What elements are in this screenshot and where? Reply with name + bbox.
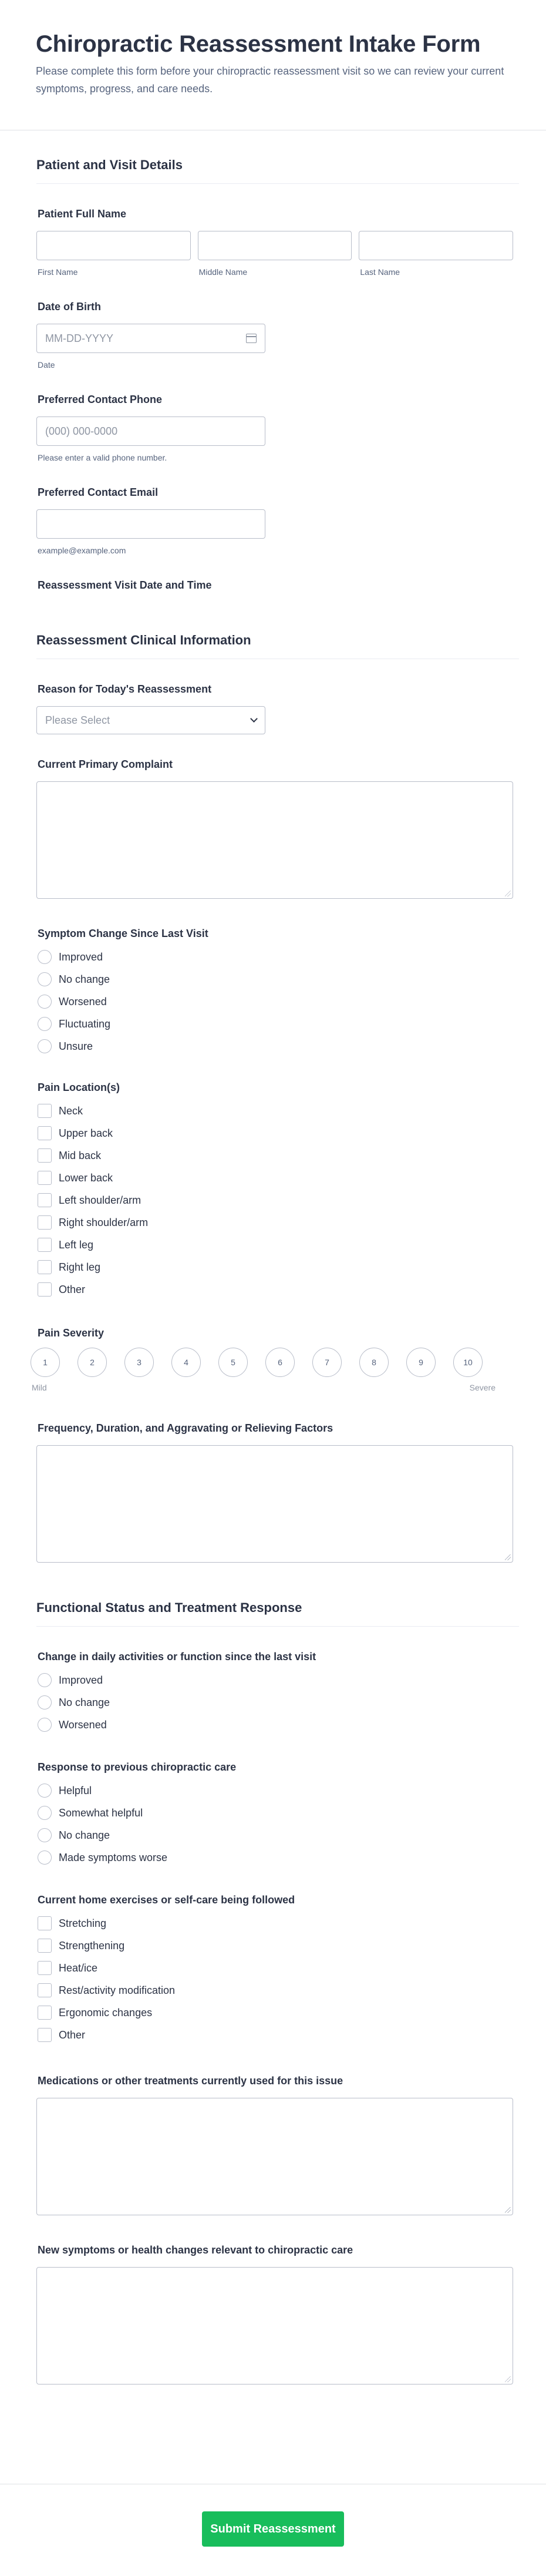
medications-field bbox=[36, 2046, 519, 2215]
response-option-label: Somewhat helpful bbox=[59, 1806, 143, 1819]
symptom-change-option[interactable] bbox=[38, 968, 519, 990]
pain-location-option-label: Mid back bbox=[59, 1149, 102, 1161]
pain-location-option[interactable] bbox=[38, 1167, 519, 1189]
phone-sublabel: Please enter a valid phone number. bbox=[38, 453, 167, 462]
symptom-change-option[interactable] bbox=[38, 1035, 519, 1057]
function-change-option[interactable] bbox=[38, 1714, 519, 1736]
symptom-change-option-label: No change bbox=[59, 973, 110, 985]
pain-location-option[interactable] bbox=[38, 1122, 519, 1144]
function-change-option[interactable] bbox=[38, 1691, 519, 1714]
scale-min-label: Mild bbox=[32, 1383, 47, 1392]
visit-datetime-label: Reassessment Visit Date and Time bbox=[38, 579, 212, 591]
checkbox[interactable] bbox=[38, 1961, 52, 1975]
radio-button[interactable] bbox=[38, 950, 52, 964]
dob-label: Date of Birth bbox=[38, 301, 101, 313]
resize-grip-icon[interactable] bbox=[505, 1554, 511, 1560]
pain-location-option[interactable] bbox=[38, 1234, 519, 1256]
section-title-functional: Functional Status and Treatment Response bbox=[36, 1563, 519, 1627]
home-exercises-field bbox=[36, 1869, 519, 2046]
home-exercise-option[interactable] bbox=[38, 2024, 519, 2046]
pain-location-option-label: Left leg bbox=[59, 1238, 94, 1251]
middle-name-col bbox=[198, 231, 352, 277]
symptom-change-option-label: Worsened bbox=[59, 995, 107, 1007]
pain-location-option-label: Lower back bbox=[59, 1171, 113, 1184]
first-name-sublabel: First Name bbox=[38, 267, 78, 277]
section-title-clinical: Reassessment Clinical Information bbox=[36, 602, 519, 659]
pain-location-option-label: Right leg bbox=[59, 1261, 101, 1273]
phone-input[interactable] bbox=[36, 417, 265, 446]
dob-sublabel: Date bbox=[38, 360, 55, 370]
email-label: Preferred Contact Email bbox=[38, 486, 159, 498]
dob-field bbox=[36, 277, 519, 370]
pain-location-option-label: Left shoulder/arm bbox=[59, 1194, 141, 1206]
pain-scale-option[interactable]: 5 bbox=[218, 1348, 248, 1377]
form-header bbox=[0, 0, 546, 130]
pain-location-option[interactable] bbox=[38, 1256, 519, 1278]
dob-input[interactable] bbox=[36, 324, 265, 353]
complaint-textarea[interactable] bbox=[36, 781, 513, 899]
form-content bbox=[0, 130, 546, 2384]
factors-field bbox=[36, 1392, 519, 1563]
scale-max-label: Severe bbox=[469, 1383, 496, 1392]
submit-button[interactable]: Submit Reassessment bbox=[202, 2511, 344, 2547]
radio-button[interactable] bbox=[38, 1695, 52, 1710]
radio-button[interactable] bbox=[38, 1784, 52, 1798]
pain-severity-field bbox=[32, 1301, 519, 1392]
home-exercises-label: Current home exercises or self-care being followed bbox=[38, 1894, 295, 1906]
medications-label: Medications or other treatments currently used for this issue bbox=[38, 2075, 343, 2087]
radio-button[interactable] bbox=[38, 1039, 52, 1053]
checkbox[interactable] bbox=[38, 1238, 52, 1252]
radio-button[interactable] bbox=[38, 1850, 52, 1865]
new-symptoms-textarea[interactable] bbox=[36, 2267, 513, 2384]
home-exercise-option-label: Rest/activity modification bbox=[59, 1984, 176, 1996]
pain-scale-option[interactable]: 10 bbox=[453, 1348, 483, 1377]
radio-button[interactable] bbox=[38, 1673, 52, 1687]
middle-name-input[interactable] bbox=[198, 231, 352, 260]
form-description: Please complete this form before your chiropractic reassessment visit so we can review your current symptoms, progress, and care needs. bbox=[36, 65, 504, 95]
pain-scale-option[interactable]: 1 bbox=[31, 1348, 60, 1377]
response-option[interactable] bbox=[38, 1779, 519, 1802]
email-field bbox=[36, 462, 519, 555]
radio-button[interactable] bbox=[38, 1017, 52, 1031]
function-change-option-label: Worsened bbox=[59, 1718, 107, 1731]
response-field bbox=[36, 1736, 519, 1869]
pain-location-option[interactable] bbox=[38, 1211, 519, 1234]
response-options bbox=[36, 1779, 519, 1869]
full-name-field bbox=[36, 184, 519, 277]
pain-location-label: Pain Location(s) bbox=[38, 1082, 120, 1093]
pain-scale-option[interactable]: 6 bbox=[265, 1348, 295, 1377]
pain-location-option-label: Neck bbox=[59, 1104, 83, 1117]
pain-location-options bbox=[36, 1100, 519, 1301]
pain-location-option[interactable] bbox=[38, 1144, 519, 1167]
pain-scale-option[interactable]: 4 bbox=[171, 1348, 201, 1377]
symptom-change-label: Symptom Change Since Last Visit bbox=[38, 928, 208, 939]
phone-label: Preferred Contact Phone bbox=[38, 394, 163, 405]
email-input[interactable] bbox=[36, 509, 265, 539]
checkbox[interactable] bbox=[38, 1260, 52, 1274]
pain-scale-option[interactable]: 7 bbox=[312, 1348, 342, 1377]
factors-textarea[interactable] bbox=[36, 1445, 513, 1563]
resize-grip-icon[interactable] bbox=[505, 2207, 511, 2213]
function-change-option-label: No change bbox=[59, 1696, 110, 1708]
checkbox[interactable] bbox=[38, 1193, 52, 1207]
response-option-label: Made symptoms worse bbox=[59, 1851, 168, 1863]
chevron-down-icon bbox=[250, 715, 258, 723]
function-change-field bbox=[36, 1627, 519, 1736]
pain-location-option[interactable] bbox=[38, 1100, 519, 1122]
response-option[interactable] bbox=[38, 1802, 519, 1824]
dob-placeholder: MM-DD-YYYY bbox=[45, 332, 113, 344]
response-option-label: Helpful bbox=[59, 1784, 92, 1796]
first-name-col bbox=[36, 231, 191, 277]
phone-placeholder: (000) 000-0000 bbox=[45, 425, 118, 437]
response-option-label: No change bbox=[59, 1829, 110, 1841]
name-row bbox=[36, 231, 513, 277]
checkbox[interactable] bbox=[38, 1916, 52, 1930]
radio-button[interactable] bbox=[38, 1828, 52, 1842]
checkbox[interactable] bbox=[38, 1171, 52, 1185]
checkbox[interactable] bbox=[38, 1983, 52, 1997]
middle-name-sublabel: Middle Name bbox=[198, 267, 248, 277]
home-exercise-option-label: Strengthening bbox=[59, 1939, 125, 1952]
home-exercise-option-label: Heat/ice bbox=[59, 1962, 98, 1974]
resize-grip-icon[interactable] bbox=[505, 891, 511, 896]
last-name-col bbox=[359, 231, 513, 277]
symptom-change-option[interactable] bbox=[38, 990, 519, 1013]
checkbox[interactable] bbox=[38, 2028, 52, 2042]
radio-button[interactable] bbox=[38, 1806, 52, 1820]
reason-label: Reason for Today's Reassessment bbox=[38, 683, 212, 695]
new-symptoms-label: New symptoms or health changes relevant to chiropractic care bbox=[38, 2244, 353, 2256]
home-exercise-option[interactable] bbox=[38, 1912, 519, 1934]
symptom-change-field bbox=[36, 899, 519, 1057]
section-title-patient-visit: Patient and Visit Details bbox=[36, 130, 519, 184]
pain-location-option[interactable] bbox=[38, 1189, 519, 1211]
calendar-icon[interactable] bbox=[246, 334, 257, 343]
checkbox[interactable] bbox=[38, 1148, 52, 1163]
home-exercises-options bbox=[36, 1912, 519, 2046]
reason-field bbox=[36, 659, 519, 734]
home-exercise-option-label: Stretching bbox=[59, 1917, 107, 1929]
home-exercise-option[interactable] bbox=[38, 1934, 519, 1957]
pain-severity-scale-labels bbox=[32, 1383, 496, 1392]
response-label: Response to previous chiropractic care bbox=[38, 1761, 237, 1773]
pain-scale-option[interactable]: 8 bbox=[359, 1348, 389, 1377]
pain-location-option-label: Right shoulder/arm bbox=[59, 1216, 149, 1228]
checkbox[interactable] bbox=[38, 1215, 52, 1230]
symptom-change-option-label: Improved bbox=[59, 951, 103, 963]
pain-severity-label: Pain Severity bbox=[38, 1327, 105, 1339]
pain-location-field bbox=[36, 1057, 519, 1301]
home-exercise-option-label: Other bbox=[59, 2028, 86, 2041]
resize-grip-icon[interactable] bbox=[505, 2376, 511, 2382]
function-change-option-label: Improved bbox=[59, 1674, 103, 1686]
symptom-change-option-label: Unsure bbox=[59, 1040, 93, 1052]
home-exercise-option[interactable] bbox=[38, 1979, 519, 2001]
pain-location-option-label: Other bbox=[59, 1283, 86, 1295]
complaint-label: Current Primary Complaint bbox=[38, 758, 173, 770]
pain-location-option[interactable] bbox=[38, 1278, 519, 1301]
pain-scale-option[interactable]: 2 bbox=[77, 1348, 107, 1377]
home-exercise-option[interactable] bbox=[38, 2001, 519, 2024]
form-title: Chiropractic Reassessment Intake Form bbox=[36, 31, 481, 57]
function-change-options bbox=[36, 1669, 519, 1736]
symptom-change-option[interactable] bbox=[38, 1013, 519, 1035]
last-name-input[interactable] bbox=[359, 231, 513, 260]
function-change-label: Change in daily activities or function since the last visit bbox=[38, 1651, 316, 1663]
reason-placeholder: Please Select bbox=[45, 714, 110, 726]
phone-field bbox=[36, 370, 519, 462]
checkbox[interactable] bbox=[38, 2006, 52, 2020]
new-symptoms-field bbox=[36, 2215, 519, 2384]
pain-scale-option[interactable]: 3 bbox=[124, 1348, 154, 1377]
pain-location-option-label: Upper back bbox=[59, 1127, 113, 1139]
checkbox[interactable] bbox=[38, 1939, 52, 1953]
function-change-option[interactable] bbox=[38, 1669, 519, 1691]
reason-select[interactable] bbox=[36, 706, 265, 734]
last-name-sublabel: Last Name bbox=[360, 267, 400, 277]
response-option[interactable] bbox=[38, 1846, 519, 1869]
checkbox[interactable] bbox=[38, 1104, 52, 1118]
checkbox[interactable] bbox=[38, 1282, 52, 1297]
full-name-label: Patient Full Name bbox=[38, 208, 127, 220]
home-exercise-option[interactable] bbox=[38, 1957, 519, 1979]
factors-label: Frequency, Duration, and Aggravating or Relieving Factors bbox=[38, 1422, 333, 1434]
symptom-change-option-label: Fluctuating bbox=[59, 1017, 111, 1030]
home-exercise-option-label: Ergonomic changes bbox=[59, 2006, 153, 2019]
radio-button[interactable] bbox=[38, 995, 52, 1009]
form-footer bbox=[0, 2484, 546, 2576]
medications-textarea[interactable] bbox=[36, 2098, 513, 2215]
pain-scale-option[interactable]: 9 bbox=[406, 1348, 436, 1377]
symptom-change-option[interactable] bbox=[38, 946, 519, 968]
radio-button[interactable] bbox=[38, 1718, 52, 1732]
response-option[interactable] bbox=[38, 1824, 519, 1846]
radio-button[interactable] bbox=[38, 972, 52, 986]
first-name-input[interactable] bbox=[36, 231, 191, 260]
complaint-field bbox=[36, 734, 519, 899]
symptom-change-options bbox=[36, 946, 519, 1057]
checkbox[interactable] bbox=[38, 1126, 52, 1140]
visit-datetime-field bbox=[36, 555, 519, 592]
pain-severity-scale bbox=[31, 1348, 519, 1377]
email-sublabel: example@example.com bbox=[38, 546, 126, 555]
